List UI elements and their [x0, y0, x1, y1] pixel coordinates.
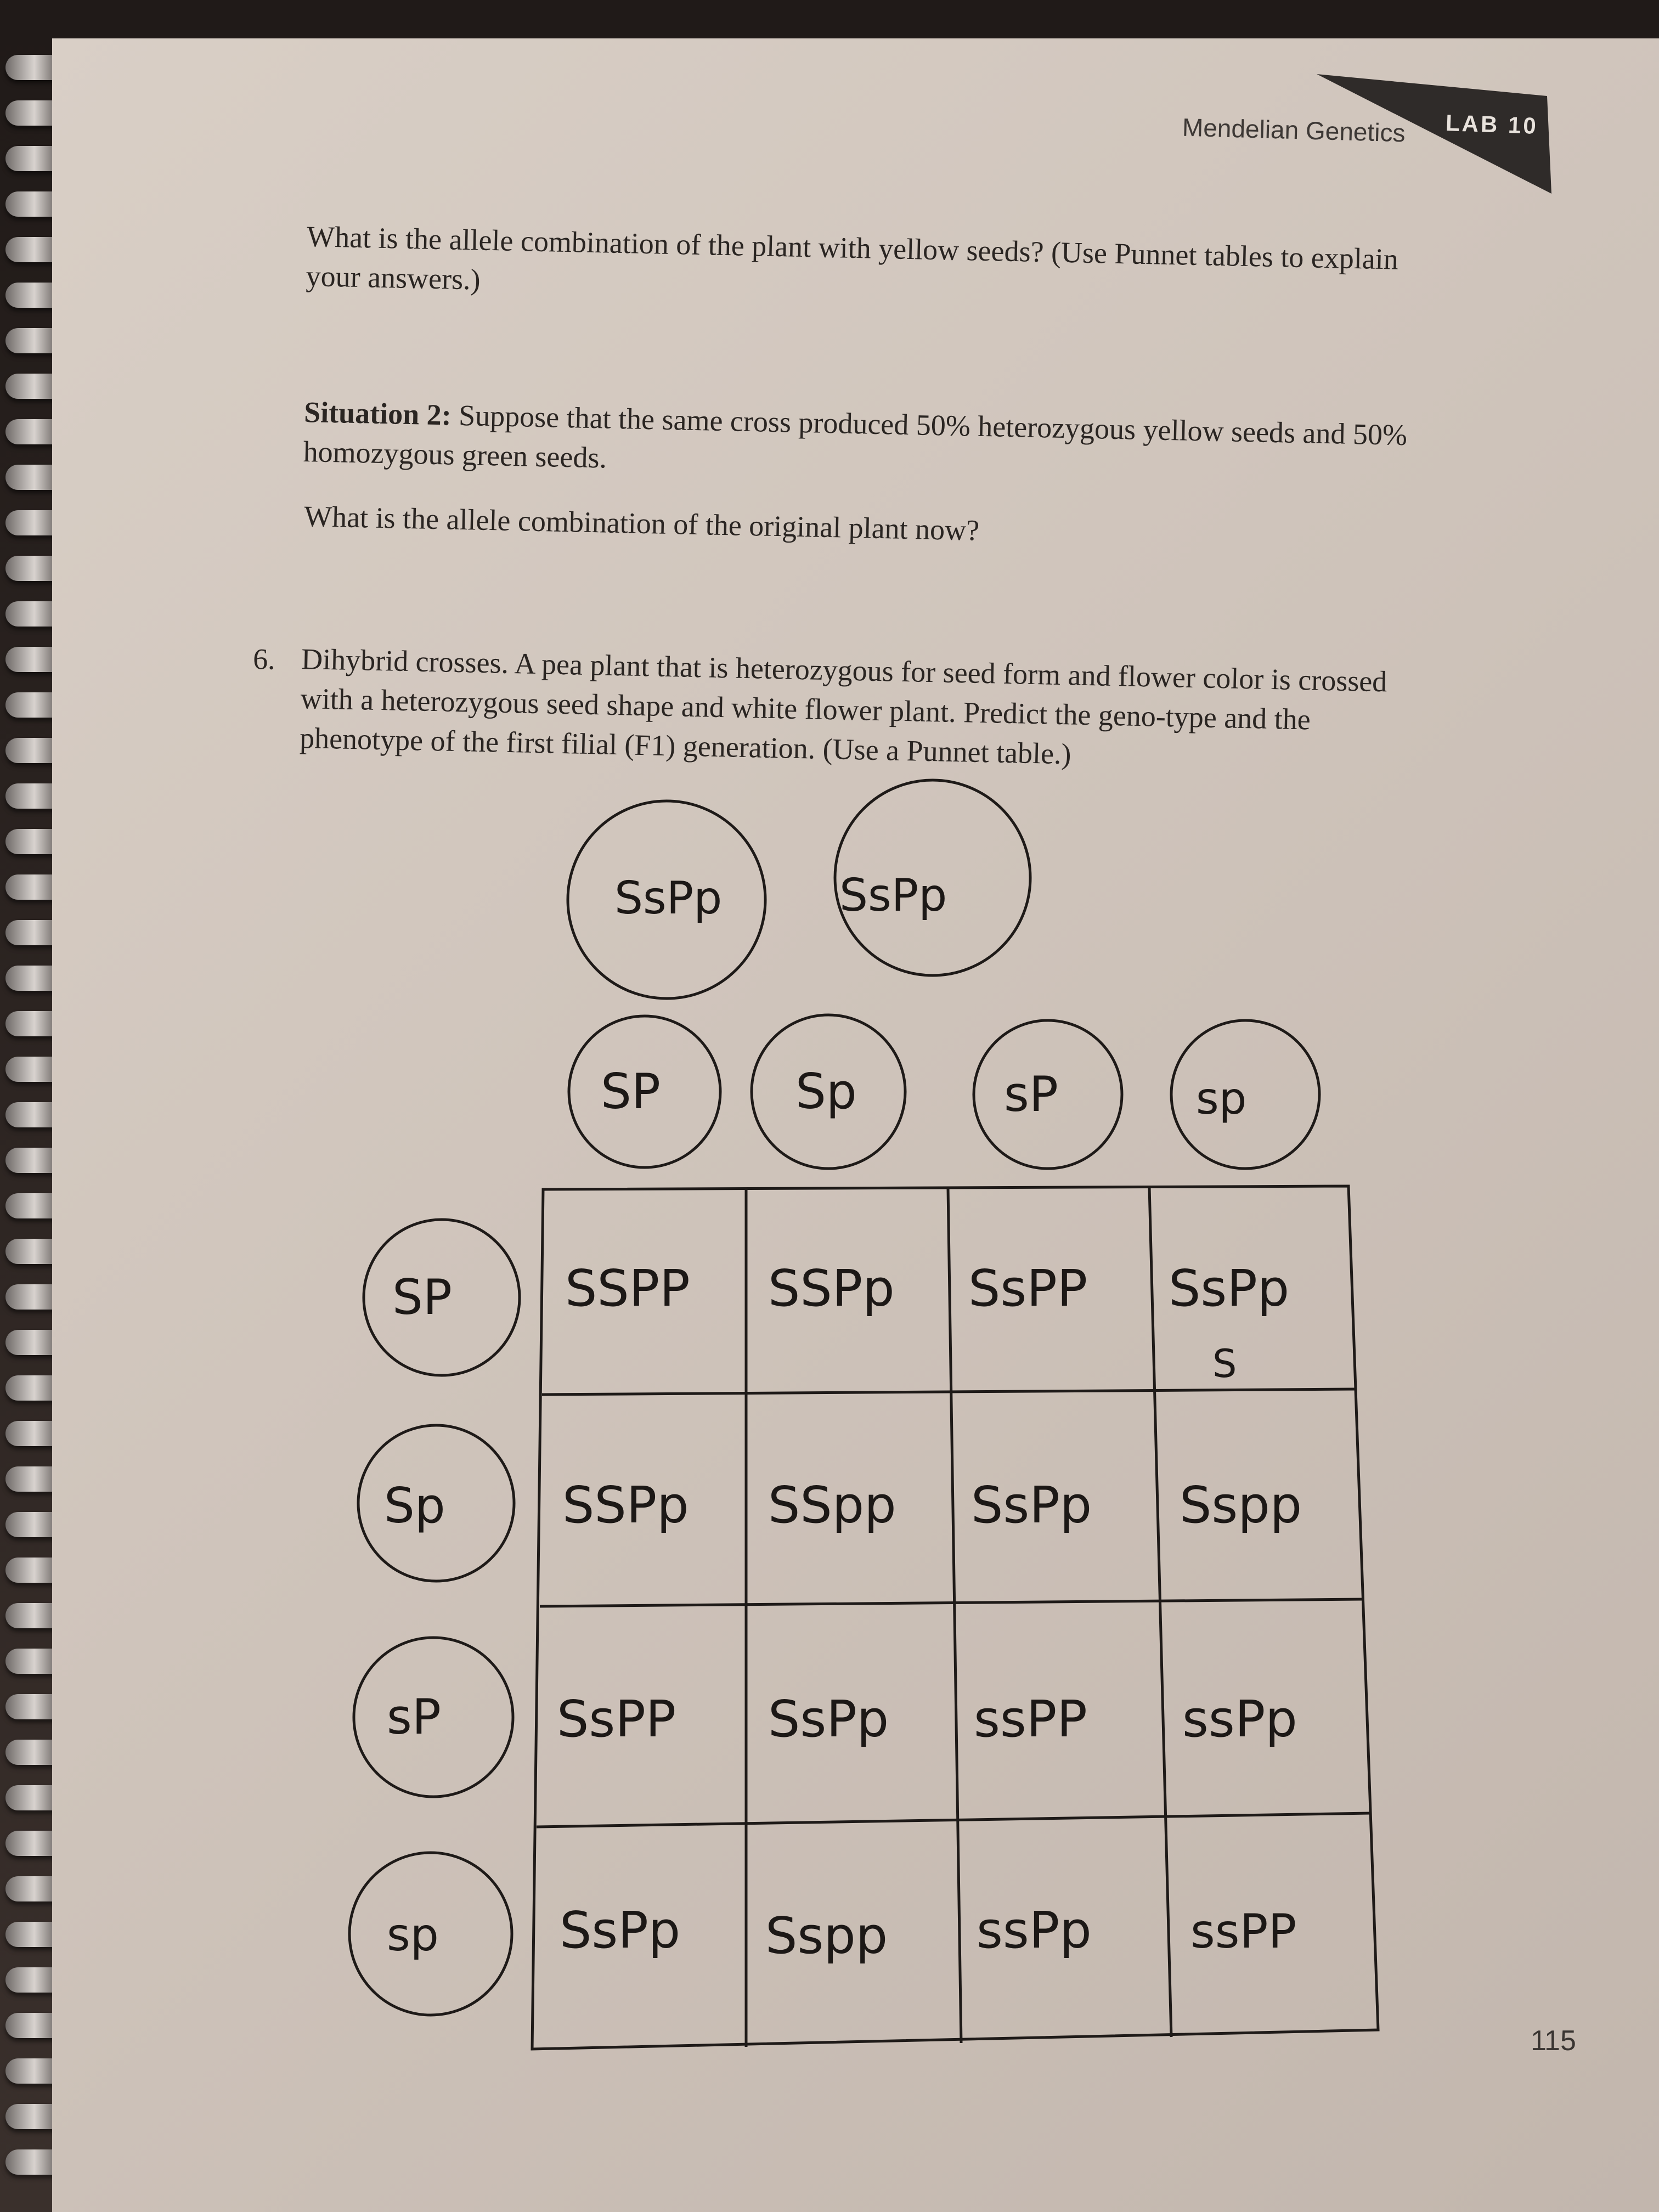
side-gamete-2-label: Sp: [384, 1477, 445, 1534]
cell-r1-c2: SSPp: [768, 1259, 895, 1318]
top-gamete-1-label: SP: [601, 1063, 661, 1120]
side-gamete-2: [358, 1425, 514, 1581]
top-gamete-1: [569, 1016, 720, 1167]
top-gamete-3-label: sP: [1004, 1066, 1058, 1122]
cell-r4-c1: SsPp: [560, 1901, 681, 1960]
question-6-text: Dihybrid crosses. A pea plant that is heterozygous for seed form and flower color is crossed with a heterozygous seed shape and white flower plant. Predict the geno-type and the phenotype of the first filial (F1) generation. (Use a Punnet table.): [299, 642, 1387, 771]
grid-row-line-3: [537, 1813, 1370, 1827]
question-original-plant: What is the allele combination of the original plant now?: [303, 499, 980, 547]
situation-2-text: Suppose that the same cross produced 50% heterozygous yellow seeds and 50% homozygous green seeds.: [303, 398, 1408, 475]
parent-1: [568, 801, 765, 998]
cell-r3-c1: SsPP: [557, 1690, 676, 1748]
grid-col-line-2: [948, 1188, 961, 2043]
grid-row-line-2: [540, 1599, 1363, 1606]
side-gamete-4-label: sp: [387, 1909, 439, 1961]
cell-r2-c3: SsPp: [971, 1476, 1092, 1534]
parent-1-genotype: SsPp: [614, 872, 723, 924]
cell-r2-c1: SSPp: [562, 1476, 689, 1534]
top-gamete-3: [974, 1020, 1122, 1169]
cell-r4-c4: ssPP: [1190, 1904, 1297, 1959]
cell-r3-c3: ssPP: [974, 1690, 1087, 1748]
side-gamete-4: [349, 1853, 512, 2015]
cell-r1-c4: SsPp: [1169, 1259, 1290, 1318]
grid-row-line-1: [542, 1389, 1356, 1395]
parent-2-genotype: SsPp: [839, 870, 947, 922]
cell-r3-c4: ssPp: [1182, 1690, 1297, 1748]
lab-label: LAB 10: [1445, 110, 1539, 139]
grid-col-line-3: [1149, 1187, 1171, 2037]
cell-r2-c2: SSpp: [768, 1476, 896, 1534]
cell-r4-c2: Sspp: [765, 1906, 888, 1965]
cell-r1-c1: SSPP: [565, 1259, 690, 1318]
cell-r3-c2: SsPp: [768, 1690, 889, 1748]
top-gamete-4: [1171, 1020, 1319, 1169]
top-gamete-2: [752, 1015, 905, 1169]
correction-mark: S: [1212, 1341, 1237, 1386]
side-gamete-3: [354, 1638, 513, 1797]
top-gamete-2-label: Sp: [795, 1063, 857, 1120]
question-yellow-seeds: What is the allele combination of the plant with yellow seeds? (Use Punnet tables to explain your answers.): [306, 219, 1399, 296]
cell-r1-c3: SsPP: [968, 1259, 1088, 1318]
question-6-number: 6.: [252, 642, 276, 676]
side-gamete-3-label: sP: [387, 1689, 441, 1745]
cell-r4-c3: ssPp: [977, 1901, 1092, 1960]
cell-r2-c4: Sspp: [1180, 1476, 1302, 1534]
side-gamete-1-label: SP: [392, 1269, 452, 1325]
parent-2: [835, 780, 1030, 975]
top-gamete-4-label: sp: [1196, 1073, 1247, 1124]
page-number: 115: [1531, 2025, 1576, 2057]
situation-2-label: Situation 2:: [303, 395, 452, 432]
page-header-title: Mendelian Genetics: [1182, 112, 1406, 148]
side-gamete-1: [364, 1220, 520, 1375]
